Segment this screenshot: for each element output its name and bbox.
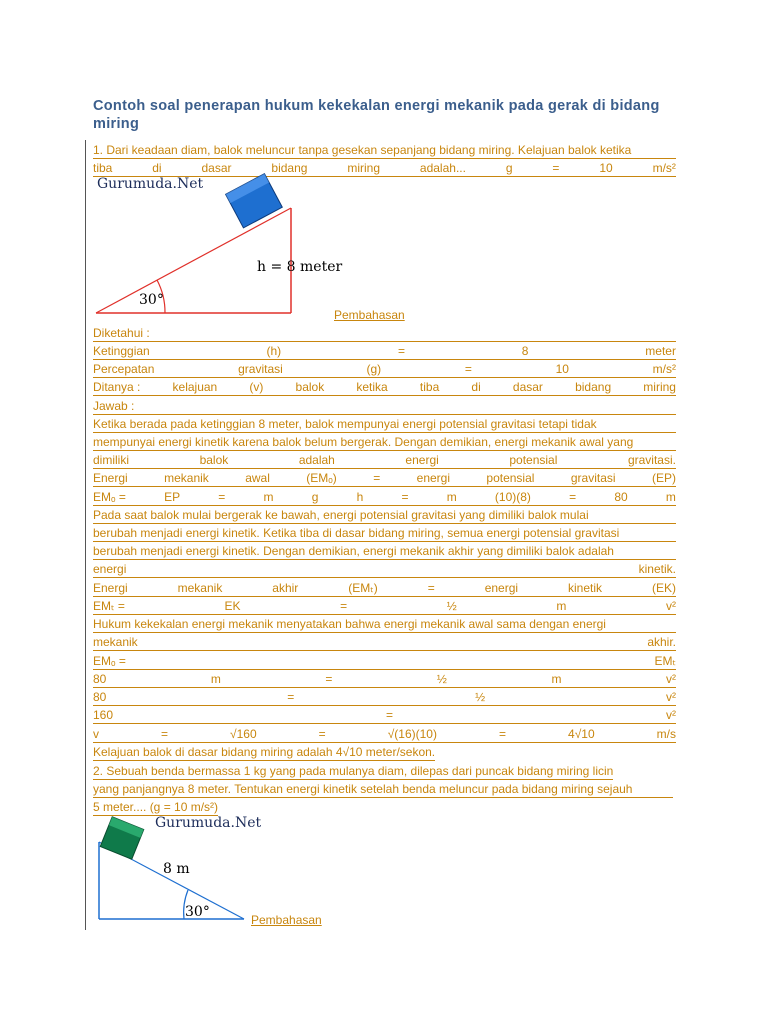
word: v² — [665, 708, 676, 722]
word: bidang — [575, 380, 612, 394]
q2-line2[interactable]: yang panjangnya 8 meter. Tentukan energi kinetik setelah benda meluncur pada bidang miring sejauh — [93, 782, 673, 798]
word: Energi — [93, 471, 128, 485]
word: gravitasi — [570, 471, 616, 485]
para1-b[interactable]: mempunyai energi kinetik karena balok belum bergerak. Dengan demikian, energi mekanik awal yang — [93, 435, 676, 451]
word: = — [373, 471, 381, 485]
word: (v) — [249, 380, 264, 394]
para1-a[interactable]: Ketika berada pada ketinggian 8 meter, balok mempunyai energi potensial gravitasi tetapi tidak — [93, 417, 676, 433]
word: miring — [643, 380, 676, 394]
word: (10)(8) — [494, 490, 531, 504]
word: = — [552, 161, 560, 175]
word: akhir. — [647, 635, 676, 649]
word: mekanik — [164, 471, 209, 485]
word: 8 — [521, 344, 529, 358]
word: Ketinggian — [93, 344, 150, 358]
word: (g) — [366, 362, 382, 376]
word: m — [263, 490, 274, 504]
em-initial-eq[interactable] — [93, 490, 676, 506]
para3-a[interactable]: Hukum kekekalan energi mekanik menyatakan bahwa energi mekanik awal sama dengan energi — [93, 617, 676, 633]
word: m — [551, 672, 562, 686]
word: g — [505, 161, 513, 175]
word: = — [569, 490, 577, 504]
word: dasar — [512, 380, 543, 394]
word: miring — [347, 161, 381, 175]
para2-c[interactable]: berubah menjadi energi kinetik. Dengan demikian, energi mekanik akhir yang dimiliki balok adalah — [93, 544, 676, 560]
para1-c[interactable] — [93, 453, 676, 469]
word: tiba — [419, 380, 440, 394]
word: v² — [665, 690, 676, 704]
height-label: h = 8 meter — [257, 259, 343, 275]
word: energi — [405, 453, 439, 467]
word: = — [218, 490, 226, 504]
word: (EMₒ) — [306, 471, 337, 485]
eq-step1[interactable] — [93, 654, 676, 670]
eq-step3[interactable] — [93, 690, 676, 706]
eq-step5[interactable] — [93, 727, 676, 743]
word: = — [161, 727, 169, 741]
word: m/s² — [652, 362, 676, 376]
word: = — [325, 672, 333, 686]
word: potensial — [509, 453, 558, 467]
word: m — [665, 490, 676, 504]
watermark-1: Gurumuda.Net — [97, 176, 204, 192]
word: 4√10 — [568, 727, 595, 741]
em-final-def[interactable] — [93, 581, 676, 597]
word: = — [427, 581, 435, 595]
em-initial-def[interactable] — [93, 471, 676, 487]
jawab[interactable]: Jawab : — [93, 399, 676, 415]
word: (EP) — [651, 471, 676, 485]
word: EMₒ = — [93, 490, 126, 504]
word: potensial — [486, 471, 535, 485]
word: ½ — [475, 690, 486, 704]
known-gravity[interactable] — [93, 362, 676, 378]
word: awal — [245, 471, 270, 485]
word: ½ — [446, 599, 457, 613]
conclusion[interactable]: Kelajuan balok di dasar bidang miring adalah 4√10 meter/sekon. — [93, 745, 436, 759]
eq-step4[interactable] — [93, 708, 676, 724]
word: akhir — [272, 581, 299, 595]
word: = — [464, 362, 472, 376]
word: = — [287, 690, 295, 704]
word: = — [318, 727, 326, 741]
word: m/s² — [652, 161, 676, 175]
word: di — [152, 161, 162, 175]
word: adalah... — [419, 161, 466, 175]
pembahasan-link-2[interactable]: Pembahasan — [251, 913, 322, 927]
word: ketika — [356, 380, 388, 394]
word: EP — [164, 490, 181, 504]
word: = — [401, 490, 409, 504]
word: kinetik — [568, 581, 603, 595]
word: m/s — [656, 727, 676, 741]
word: bidang — [271, 161, 308, 175]
incline-figure-1 — [90, 172, 343, 322]
para2-b[interactable]: berubah menjadi energi kinetik. Ketika tiba di dasar bidang miring, semua energi potensial gravitasi — [93, 526, 676, 542]
word: EK — [224, 599, 241, 613]
word: (EMₜ) — [348, 581, 378, 595]
length-label: 8 m — [163, 861, 190, 877]
word: m — [556, 599, 567, 613]
word: 10 — [555, 362, 569, 376]
word: EMₜ — [654, 654, 676, 668]
word: = — [397, 344, 405, 358]
word: m — [446, 490, 457, 504]
word: g — [311, 490, 319, 504]
word: balok — [199, 453, 229, 467]
eq-step2[interactable] — [93, 672, 676, 688]
angle-label-2: 30° — [185, 904, 210, 920]
q2-line3[interactable]: 5 meter.... (g = 10 m/s²) — [93, 800, 219, 814]
asked[interactable] — [93, 380, 676, 396]
known-height[interactable] — [93, 344, 676, 360]
para3-b[interactable] — [93, 635, 676, 651]
word: balok — [295, 380, 325, 394]
left-rule — [85, 140, 86, 930]
word: Percepatan — [93, 362, 155, 376]
word: kelajuan — [172, 380, 218, 394]
pembahasan-link-1[interactable]: Pembahasan — [334, 308, 405, 322]
para2-d[interactable] — [93, 562, 676, 578]
word: tiba — [93, 161, 113, 175]
word: adalah — [298, 453, 335, 467]
em-final-eq[interactable] — [93, 599, 676, 615]
word: energi — [484, 581, 519, 595]
word: energi — [416, 471, 450, 485]
word: v² — [665, 672, 676, 686]
word: v — [93, 727, 99, 741]
word: gravitasi. — [627, 453, 676, 467]
para2-a[interactable]: Pada saat balok mulai bergerak ke bawah, energi potensial gravitasi yang dimiliki balok mulai — [93, 508, 676, 524]
word: m — [210, 672, 221, 686]
word: dasar — [201, 161, 232, 175]
word: kinetik. — [638, 562, 676, 576]
word: √160 — [230, 727, 257, 741]
word: = — [386, 708, 394, 722]
word: di — [471, 380, 481, 394]
word: energi — [93, 562, 127, 576]
word: 80 — [93, 690, 107, 704]
q1-line1[interactable]: 1. Dari keadaan diam, balok meluncur tanpa gesekan sepanjang bidang miring. Kelajuan balok ketika — [93, 143, 676, 159]
word: √(16)(10) — [387, 727, 437, 741]
word: EMₒ = — [93, 654, 126, 668]
angle-label-1: 30° — [139, 292, 164, 308]
block-icon — [226, 174, 283, 228]
word: Energi — [93, 581, 128, 595]
word: Ditanya : — [93, 380, 141, 394]
word: EMₜ = — [93, 599, 125, 613]
page-title: Contoh soal penerapan hukum kekekalan energi mekanik pada gerak di bidang miring — [93, 98, 660, 132]
word: mekanik — [177, 581, 223, 595]
q2-line1[interactable]: 2. Sebuah benda bermassa 1 kg yang pada mulanya diam, dilepas dari puncak bidang miring licin — [93, 764, 614, 778]
word: 10 — [599, 161, 613, 175]
word: gravitasi — [238, 362, 283, 376]
word: ½ — [436, 672, 447, 686]
word: 80 — [614, 490, 628, 504]
word: dimiliki — [93, 453, 129, 467]
word: mekanik — [93, 635, 138, 649]
word: = — [340, 599, 348, 613]
word: v² — [665, 599, 676, 613]
word: meter — [645, 344, 676, 358]
word: (h) — [266, 344, 282, 358]
word: h — [356, 490, 364, 504]
block-icon-2 — [100, 817, 144, 859]
word: 80 — [93, 672, 107, 686]
word: = — [498, 727, 506, 741]
diketahui[interactable]: Diketahui : — [93, 326, 676, 342]
watermark-2: Gurumuda.Net — [155, 815, 262, 831]
word: 160 — [93, 708, 114, 722]
word: (EK) — [651, 581, 676, 595]
